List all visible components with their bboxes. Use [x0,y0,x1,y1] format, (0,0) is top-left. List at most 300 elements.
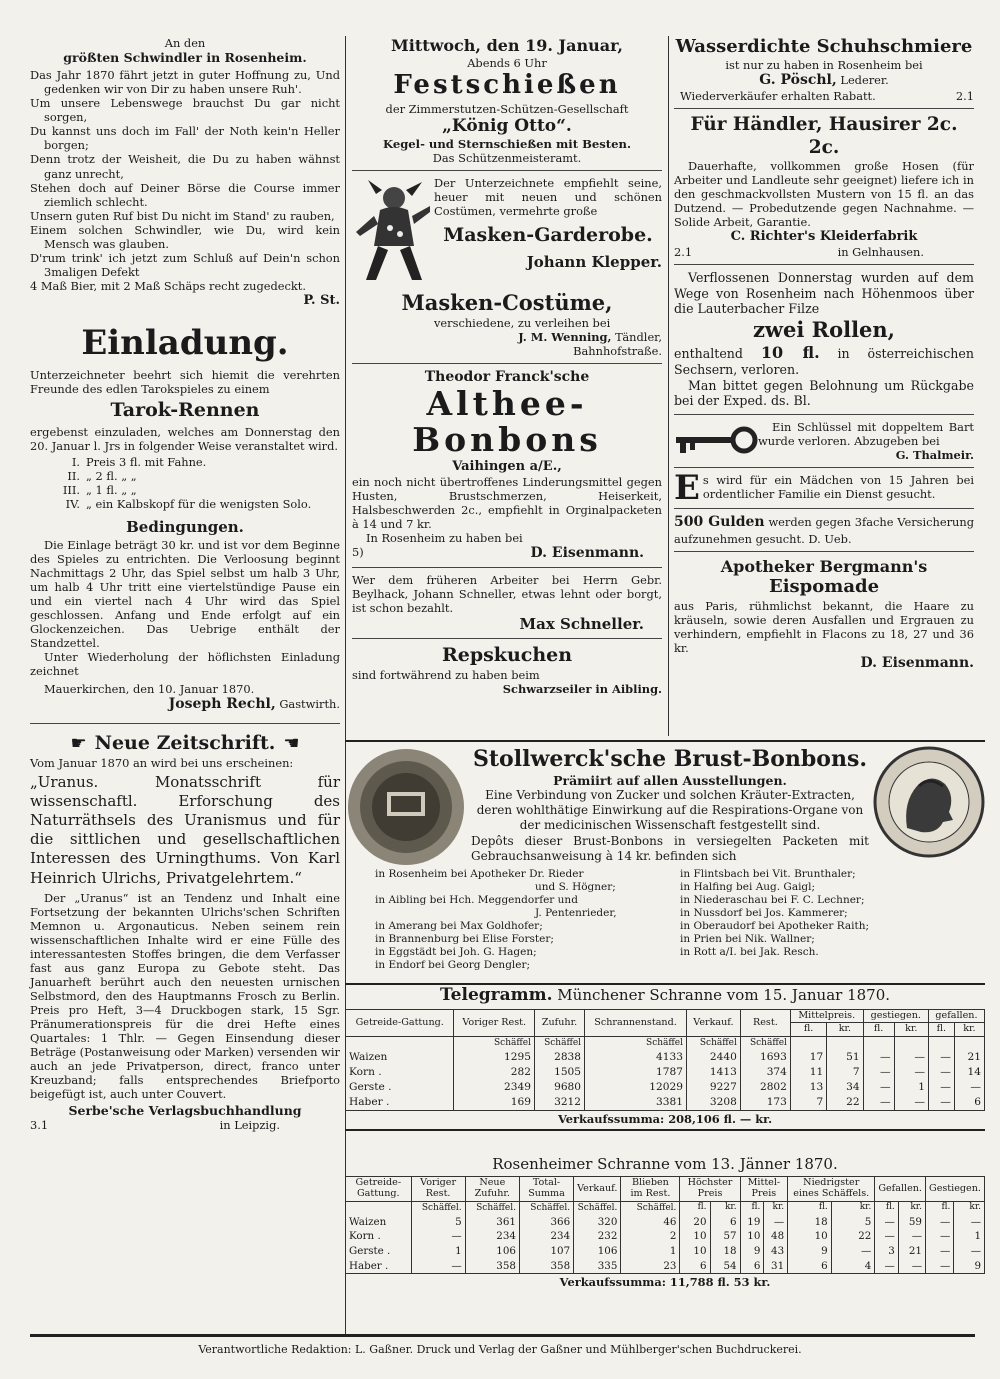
table-subheader: kr. [954,1023,984,1037]
wasser-resale: Wiederverkäufer erhalten Rabatt. [680,88,876,103]
stollwerck-title: Stollwerck'sche Brust-Bonbons. [473,746,867,772]
table-cell: 320 [574,1215,621,1230]
table-cell: 10 [680,1229,710,1244]
pomade-name: D. Eisenmann. [860,654,974,671]
depot-item: in Endorf bei Georg Dengler; [375,959,531,972]
table-cell: — [925,1259,953,1274]
althee-place: Vaihingen a/E., [452,458,562,474]
rosenheim-table [345,1176,985,1274]
poem-line: Einem solchen Schwindler, wie Du, wird kein Mensch was glauben. [30,222,340,251]
table-header: Zufuhr. [534,1009,584,1036]
depot-item: in Niederaschau bei F. C. Lechner; [680,893,865,906]
table-cell: 5 [831,1215,875,1230]
repskuchen-who: Schwarzseiler in Aibling. [502,681,662,696]
dienst-initial: E [674,467,700,508]
poem-address: An den [164,36,206,50]
table-cell: — [894,1065,928,1080]
prize-list [30,455,340,511]
table-cell: 106 [465,1244,519,1259]
table-cell: Waizen [346,1050,454,1065]
table-cell: 22 [827,1095,863,1111]
footer-rule [30,1334,975,1337]
telegramm-table [345,1009,985,1111]
telegramm-title: Münchener Schranne vom 15. Januar 1870. [557,986,891,1004]
table-cell: 1295 [454,1050,535,1065]
table-cell: 6 [710,1215,740,1230]
rosenheim-title: Rosenheimer Schranne vom 13. Jänner 1870. [492,1155,838,1173]
poem-line: Du kannst uns doch im Fall' der Noth kein'n Heller borgen; [30,124,340,153]
table-cell: 2838 [534,1050,584,1065]
dienst-text: s wird für ein Mädchen von 15 Jahren bei ordentlicher Familie ein Dienst gesucht. [702,472,974,501]
costume-address: Bahnhofstraße. [573,343,662,358]
divider [674,467,974,468]
divider [352,363,662,364]
table-header: Gestiegen. [925,1177,984,1201]
key-ad [674,420,974,462]
table-cell: 1413 [687,1065,741,1080]
table-header: Mittelpreis. [790,1009,863,1023]
table-cell: 1 [894,1080,928,1095]
invite-repeat: Unter Wiederholung der höflichsten Einladung zeichnet [30,650,340,679]
table-cell: 54 [710,1259,740,1274]
ad-number: 2.1 [674,245,693,260]
table-cell: 1 [411,1244,465,1259]
table-header: Blieben im Rest. [621,1177,680,1201]
masken-text: Der Unterzeichnete empfiehlt seine, heuer mit neuen und schönen Costümen, vermehrte große [434,175,662,218]
althee-brand: Theodor Franck'sche [424,368,590,385]
table-cell: 3 [875,1244,898,1259]
table-cell: 14 [954,1065,984,1080]
depot-item: in Amerang bei Max Goldhofer; [375,920,543,932]
stollwerck-ad [345,740,985,985]
invite-role: Gastwirth. [279,697,340,712]
table-cell: 3212 [534,1095,584,1111]
table-row [346,1080,985,1095]
gulden-text: werden gegen 3fache Versicherung aufzunehmen gesucht. [674,515,974,546]
wasser-footer [674,89,974,103]
divider [674,508,974,509]
depot-item: in Brannenburg bei Elise Forster; [375,933,554,946]
gulden-ad [674,514,974,545]
divider [674,551,974,552]
fest-time: Abends 6 Uhr [467,55,547,70]
table-cell: 1693 [740,1050,790,1065]
table-cell: 2 [621,1229,680,1244]
imprint-footer: Verantwortliche Redaktion: L. Gaßner. Druck und Verlag der Gaßner und Mühlberger'schen Buchdruckerei. [198,1343,802,1356]
prize-text: „ 1 fl. „ „ [86,483,137,498]
fest-sign: Das Schützenmeisteramt. [432,150,582,165]
poem-address-name: größten Schwindler in Rosenheim. [63,50,307,66]
stollwerck-text2: Depôts dieser Brust-Bonbons in versiegelten Packeten mit Gebrauchsanweisung à 14 kr. befinden sich [471,834,869,863]
column-middle [352,36,662,696]
repskuchen-title: Repskuchen [441,644,573,667]
telegramm-sum: Verkaufssumma: 208,106 fl. — kr. [557,1112,773,1127]
costume-ad [352,290,662,358]
rollen-text: Verflossenen Donnerstag wurden auf dem Wege von Rosenheim nach Höhenmoos über die Lauterbacher Filze [674,270,974,317]
fest-host: der Zimmerstutzen-Schützen-Gesellschaft [385,101,629,116]
haendler-place: in Gelnhausen. [837,245,924,260]
table-cell: — [764,1215,788,1230]
table-header: Höchster Preis [680,1177,740,1201]
table-cell: — [863,1065,894,1080]
rosenheim-sum: Verkaufssumma: 11,788 fl. 53 kr. [559,1275,771,1290]
table-unit-row [346,1037,985,1051]
table-cell: — [898,1259,925,1274]
prize-item [30,469,340,483]
poem-line: Das Jahr 1870 fährt jetzt in guter Hoffnung zu, Und gedenken wir von Dir zu haben unsere Ruh'. [30,68,340,97]
table-cell: 1505 [534,1065,584,1080]
invite-event: Tarok-Rennen [110,399,260,422]
fest-extra: Kegel- und Sternschießen mit Besten. [383,136,631,151]
table-cell: Korn . [346,1229,412,1244]
pointing-hand-left-icon: ☚ [283,732,300,754]
table-subheader: fl. [863,1023,894,1037]
table-cell: 7 [790,1095,826,1111]
prize-num: I. [71,455,80,470]
depot-item: in Eggstädt bei Joh. G. Hagen; [375,946,537,959]
depot-column-left [375,868,680,973]
table-cell: 9227 [687,1080,741,1095]
gulden-line [674,514,974,545]
table-cell: — [925,1229,953,1244]
unit-label: kr. [831,1201,875,1215]
table-row [346,1050,985,1065]
haendler-text: Dauerhafte, vollkommen große Hosen (für Arbeiter und Landleute sehr geeignet) liefere ich in den geschmackvollsten Mustern von 15 fl. an das Dutzend. — Probedutzende gegen Nachnahme. — Solide Arbeit, Garantie. [674,159,974,230]
invite-text: ergebenst einzuladen, welches am Donnerstag den 20. Januar l. Jrs in folgender Weise veranstaltet wird. [30,425,340,454]
unit-label: Schäffel. [465,1201,519,1215]
table-cell: — [954,1215,985,1230]
unit-label: Schäffel. [519,1201,573,1215]
telegramm-section [345,985,985,1131]
exhibition-medal-icon [345,746,467,868]
table-cell: 21 [898,1244,925,1259]
wasser-role: Lederer. [840,72,889,87]
unit-label: kr. [898,1201,925,1215]
poem-lines [30,68,340,292]
table-header: gefallen. [928,1009,984,1023]
unit-label: kr. [764,1201,788,1215]
divider [352,567,662,568]
althee-name: D. Eisenmann. [530,544,644,561]
stollwerck-text: Eine Verbindung von Zucker und solchen Kräuter-Extracten, deren wohlthätige Einwirkung auf die Respirations-Organe von der medicinischen Wissenschaft festgestellt sind. [476,788,864,832]
depot-item: in Prien bei Nik. Wallner; [680,933,815,946]
table-cell: 57 [710,1229,740,1244]
table-header: Voriger Rest. [411,1177,465,1201]
column-left [30,36,340,1132]
althee-ad [352,369,662,562]
table-cell: — [875,1229,898,1244]
table-cell: 19 [740,1215,764,1230]
unit-label: Schäffel [534,1037,584,1051]
table-cell: 1 [954,1229,985,1244]
table-row [346,1215,985,1230]
table-cell: 3208 [687,1095,741,1111]
table-subheader: fl. [928,1023,954,1037]
table-cell: 48 [764,1229,788,1244]
table-header: Voriger Rest. [454,1009,535,1036]
column-rule-2 [668,36,669,736]
poem-line: Denn trotz der Weisheit, die Du zu haben wähnst ganz unrecht, [30,152,340,181]
gulden-sign: D. Ueb. [808,531,852,546]
table-cell: — [411,1259,465,1274]
rollen-text2b: in österreichischen Sechsern, verloren. [674,345,974,378]
table-cell: 2440 [687,1050,741,1065]
table-header: Neue Zufuhr. [465,1177,519,1201]
divider [352,638,662,639]
poem-line: Um unsere Lebenswege brauchst Du gar nicht sorgen, [30,96,340,125]
table-header: Verkauf. [687,1009,741,1036]
table-cell: 358 [465,1259,519,1274]
table-cell: — [928,1050,954,1065]
table-cell: 43 [764,1244,788,1259]
table-cell: — [925,1244,953,1259]
unit-label: fl. [788,1201,832,1215]
zeitschrift-headline: „Uranus. Monatsschrift für wissenschaftl. Erforschung des Naturräthsels des Uranismus und für die sittlichen und gesellschaftlichen Interessen des Urningthums. Von Karl Heinrich Ulrichs, Privatgelehrtem.“ [30,772,340,887]
telegramm-label: Telegramm. [439,985,553,1005]
haendler-title: Für Händler, Hausirer 2c. 2c. [690,113,958,158]
zeitschrift-ad [30,732,340,1132]
table-cell: — [863,1080,894,1095]
depot-item: in Halfing bei Aug. Gaigl; [680,880,816,893]
costume-role: Tändler, [615,329,662,344]
table-row [346,1229,985,1244]
schneller-ad [352,573,662,633]
table-cell: 1 [621,1244,680,1259]
prize-text: „ 2 fl. „ „ [86,469,137,484]
wasser-title: Wasserdichte Schuhschmiere [675,36,973,57]
costume-signature [352,330,662,344]
table-cell: 335 [574,1259,621,1274]
costume-title: Masken-Costüme, [401,289,613,315]
rollen-title: zwei Rollen, [752,316,895,342]
masken-title: Masken-Garderobe. [443,223,653,246]
wasser-text: ist nur zu haben in Rosenheim bei [725,57,923,72]
pomade-title-2: Eispomade [768,576,880,598]
depot-list [345,868,985,973]
table-cell: 4133 [585,1050,687,1065]
table-cell: Korn . [346,1065,454,1080]
rollen-text2a: enthaltend [674,345,743,361]
prize-num: II. [67,469,80,484]
poem-line: D'rum trink' ich jetzt zum Schluß auf Dein'n schon 3maligen Defekt [30,250,340,279]
invite-signature [30,696,340,713]
table-cell: 358 [519,1259,573,1274]
ad-number: 5) [352,544,364,559]
telegramm-heading [345,985,985,1006]
invite-place-date: Mauerkirchen, den 10. Januar 1870. [44,682,255,697]
masken-ad [352,176,662,286]
table-subheader: kr. [827,1023,863,1037]
dienst-ad [674,467,974,508]
table-cell: — [831,1244,875,1259]
costume-name: J. M. Wenning, [518,329,612,344]
column-right [674,36,974,672]
repskuchen-ad [352,644,662,695]
fest-ad [352,36,662,165]
column-rule-1 [345,36,346,736]
unit-label: Schäffel. [574,1201,621,1215]
unit-label: fl. [680,1201,710,1215]
table-cell: Haber . [346,1095,454,1111]
poem-line: 4 Maß Bier, mit 2 Maß Schäps recht zugedeckt. [30,278,306,293]
rosenheim-section [345,1155,985,1289]
wasser-signature [674,72,974,89]
table-cell: — [898,1229,925,1244]
table-cell: 5 [411,1215,465,1230]
table-cell: 18 [788,1215,832,1230]
fest-title: Festschießen [393,69,621,100]
table-cell: 2349 [454,1080,535,1095]
table-header: Verkauf. [574,1177,621,1201]
fest-date: Mittwoch, den 19. Januar, [391,36,623,55]
prize-num: IV. [65,497,80,512]
table-cell: 9 [740,1244,764,1259]
invite-intro: Unterzeichneter beehrt sich hiemit die verehrten Freunde des edlen Tarokspieles zu einem [30,368,340,397]
divider [352,170,662,171]
haendler-name: C. Richter's Kleiderfabrik [730,229,918,245]
table-cell: 12029 [585,1080,687,1095]
unit-label: kr. [954,1201,985,1215]
table-cell: 3381 [585,1095,687,1111]
table-header: Getreide-Gattung. [346,1009,454,1036]
table-cell: — [928,1065,954,1080]
wasser-ad [674,36,974,103]
rollen-ad [674,270,974,408]
table-row [346,1259,985,1274]
althee-footer [352,545,662,562]
unit-label: kr. [710,1201,740,1215]
table-cell: 232 [574,1229,621,1244]
divider [674,414,974,415]
table-cell: 23 [621,1259,680,1274]
table-cell: — [894,1050,928,1065]
zeitschrift-intro: Vom Januar 1870 an wird bei uns erscheinen: [30,755,294,770]
invite-title: Einladung. [81,322,289,363]
depot-item: in Aibling bei Hch. Meggendorfer und [375,893,578,906]
table-cell: 234 [519,1229,573,1244]
table-cell: 6 [788,1259,832,1274]
table-cell: 21 [954,1050,984,1065]
table-cell: 366 [519,1215,573,1230]
table-cell: 234 [465,1229,519,1244]
table-cell: 20 [680,1215,710,1230]
prize-text: Preis 3 fl. mit Fahne. [86,455,207,470]
table-cell: 6 [680,1259,710,1274]
depot-item: in Rott a/I. bei Jak. Resch. [680,946,819,959]
jester-figure-icon [352,176,434,286]
costume-text: verschiedene, zu verleihen bei [434,315,611,330]
ad-number: 3.1 [30,1118,49,1133]
prize-text: „ ein Kalbskopf für die wenigsten Solo. [86,497,312,512]
zeitschrift-title: Neue Zeitschrift. [94,732,276,755]
repskuchen-text: sind fortwährend zu haben beim [352,667,540,682]
althee-title: Althee-Bonbons [412,383,602,460]
prize-item [30,497,340,511]
table-cell: 11 [790,1065,826,1080]
haendler-footer [674,245,974,259]
table-header: gestiegen. [863,1009,928,1023]
table-cell: Gerste . [346,1080,454,1095]
depot-item: und S. Högner; [535,880,616,893]
stollwerck-top-rule [345,740,985,742]
rollen-amount: 10 fl. [760,342,820,362]
unit-label: Schäffel. [411,1201,465,1215]
table-cell: — [954,1244,985,1259]
table-cell: — [875,1215,898,1230]
haendler-ad [674,114,974,260]
depot-item: in Rosenheim bei Apotheker Dr. Rieder [375,867,584,880]
table-cell: 6 [954,1095,984,1111]
table-cell: Gerste . [346,1244,412,1259]
table-cell: — [863,1095,894,1111]
table-cell: — [928,1080,954,1095]
wasser-name: G. Pöschl, [759,71,837,88]
table-cell: 46 [621,1215,680,1230]
table-cell: 7 [827,1065,863,1080]
unit-label: Schäffel [454,1037,535,1051]
unit-label: Schäffel [740,1037,790,1051]
table-cell: 106 [574,1244,621,1259]
table-cell: 13 [790,1080,826,1095]
table-cell: 9 [788,1244,832,1259]
table-header: Mittel-Preis [740,1177,788,1201]
table-cell: 34 [827,1080,863,1095]
table-row [346,1065,985,1080]
rollen-reward: Man bittet gegen Belohnung um Rückgabe bei der Exped. ds. Bl. [674,377,974,409]
depot-item: in Flintsbach bei Vit. Brunthaler; [680,867,856,880]
divider [674,108,974,109]
table-cell: 10 [740,1229,764,1244]
table-cell: — [925,1215,953,1230]
key-text: Ein Schlüssel mit doppeltem Bart wurde verloren. Abzugeben bei [758,419,974,448]
conditions-title: Bedingungen. [126,517,244,536]
table-cell: — [411,1229,465,1244]
table-cell: 361 [465,1215,519,1230]
table-cell: — [894,1095,928,1111]
table-cell: 282 [454,1065,535,1080]
table-header: Schrannenstand. [585,1009,687,1036]
table-cell: 9 [954,1259,985,1274]
pomade-ad [674,557,974,672]
table-cell: — [954,1080,984,1095]
unit-label: fl. [875,1201,898,1215]
invite-name: Joseph Rechl, [168,696,276,713]
prize-num: III. [62,483,80,498]
table-cell: 31 [764,1259,788,1274]
table-cell: 10 [680,1244,710,1259]
key-icon [674,421,758,461]
depot-item: in Nussdorf bei Jos. Kammerer; [680,906,848,919]
table-row [346,1244,985,1259]
zeitschrift-heading [30,732,340,755]
prize-item [30,483,340,497]
depot-item: in Oberaudorf bei Apotheker Raith; [680,920,869,932]
table-cell: — [863,1050,894,1065]
depot-item: J. Pentenrieder, [535,906,617,919]
invite-ad [30,322,340,714]
unit-label: Schäffel. [621,1201,680,1215]
section-rule [345,1129,985,1131]
table-cell: 18 [710,1244,740,1259]
table-cell: 51 [827,1050,863,1065]
table-cell: 17 [790,1050,826,1065]
divider [30,723,340,724]
table-header: Niedrigster eines Schäffels. [788,1177,875,1201]
key-name: G. Thalmeir. [895,447,974,462]
table-cell: 9680 [534,1080,584,1095]
pomade-title-1: Apotheker Bergmann's [720,556,928,576]
prize-item [30,455,340,469]
